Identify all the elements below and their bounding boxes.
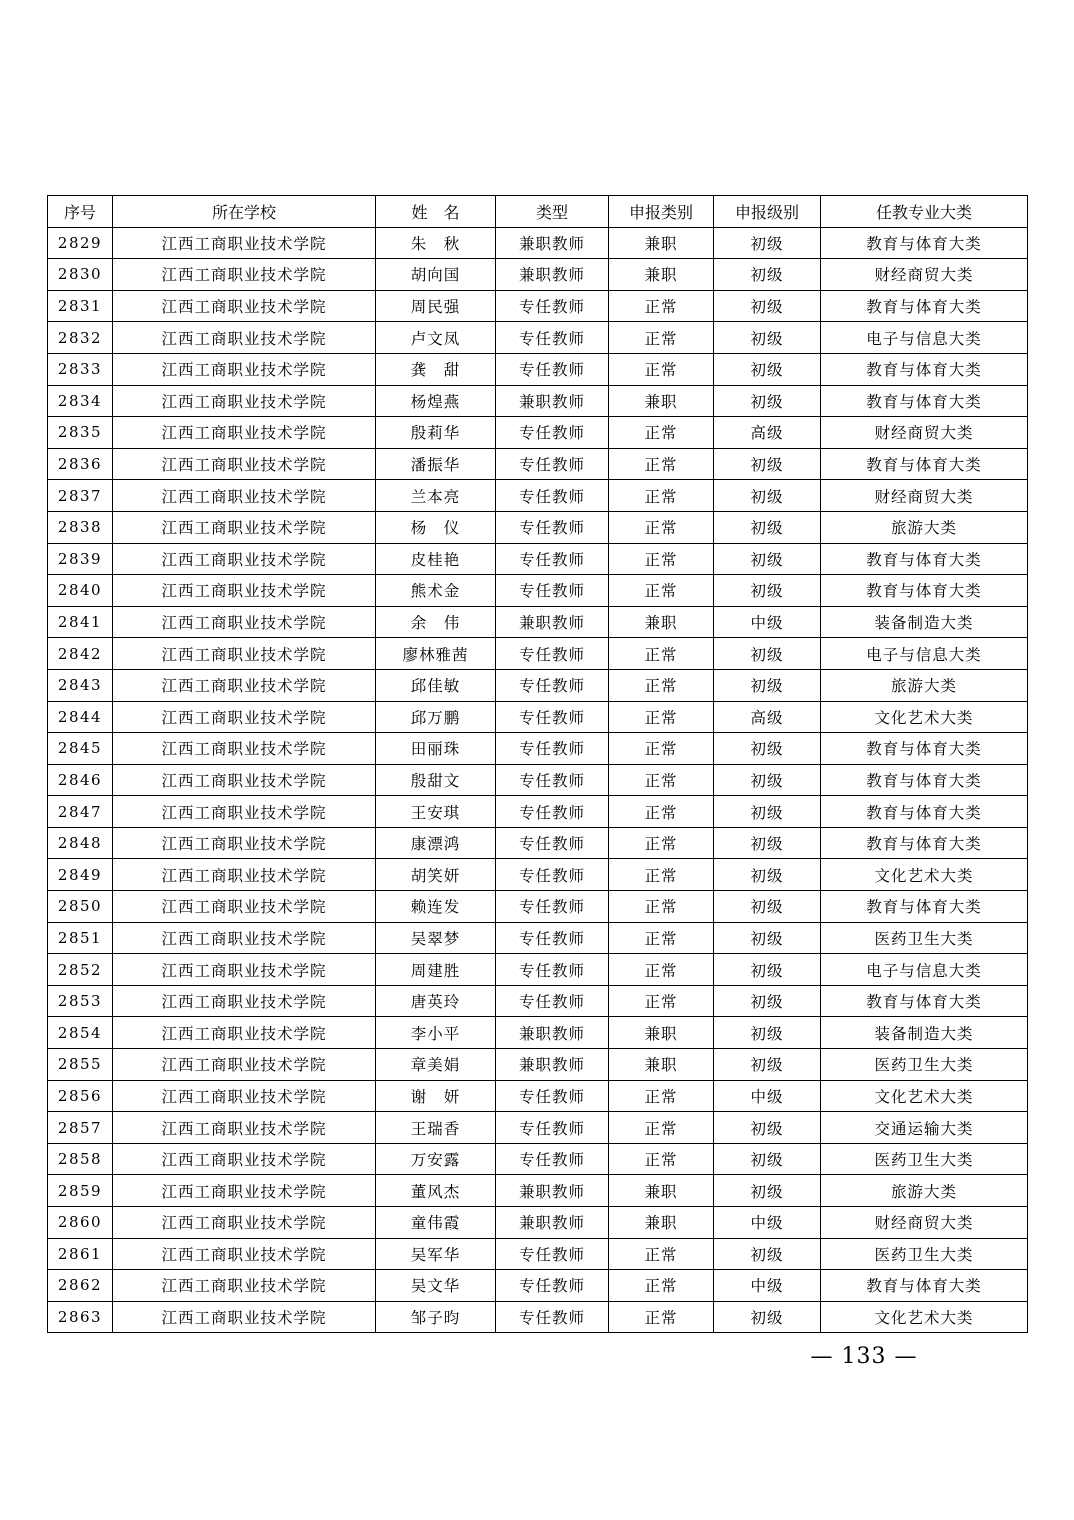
header-school: 所在学校	[113, 196, 376, 228]
application-category-cell: 正常	[609, 859, 714, 891]
application-category-cell: 正常	[609, 417, 714, 449]
table-row	[48, 543, 1028, 575]
teacher-type-cell: 专任教师	[496, 448, 609, 480]
school-cell: 江西工商职业技术学院	[113, 733, 376, 765]
application-level-cell: 初级	[714, 322, 821, 354]
application-category-cell: 正常	[609, 891, 714, 923]
school-cell: 江西工商职业技术学院	[113, 1017, 376, 1049]
school-cell: 江西工商职业技术学院	[113, 669, 376, 701]
serial-number-cell: 2862	[48, 1270, 113, 1302]
serial-number-cell: 2833	[48, 353, 113, 385]
application-level-cell: 初级	[714, 954, 821, 986]
teacher-type-cell: 专任教师	[496, 891, 609, 923]
table-row	[48, 1301, 1028, 1333]
name-cell: 卢文凤	[376, 322, 496, 354]
major-category-cell: 教育与体育大类	[821, 448, 1028, 480]
table-row	[48, 259, 1028, 291]
table-row	[48, 290, 1028, 322]
application-category-cell: 兼职	[609, 1175, 714, 1207]
name-cell: 廖林雅茜	[376, 638, 496, 670]
teacher-type-cell: 专任教师	[496, 353, 609, 385]
serial-number-cell: 2844	[48, 701, 113, 733]
application-level-cell: 初级	[714, 480, 821, 512]
application-category-cell: 正常	[609, 353, 714, 385]
teacher-type-cell: 专任教师	[496, 669, 609, 701]
application-category-cell: 正常	[609, 985, 714, 1017]
major-category-cell: 电子与信息大类	[821, 638, 1028, 670]
application-category-cell: 正常	[609, 1270, 714, 1302]
serial-number-cell: 2854	[48, 1017, 113, 1049]
major-category-cell: 电子与信息大类	[821, 954, 1028, 986]
name-cell: 龚 甜	[376, 353, 496, 385]
school-cell: 江西工商职业技术学院	[113, 638, 376, 670]
school-cell: 江西工商职业技术学院	[113, 290, 376, 322]
table-row	[48, 606, 1028, 638]
serial-number-cell: 2850	[48, 891, 113, 923]
application-category-cell: 正常	[609, 511, 714, 543]
major-category-cell: 旅游大类	[821, 511, 1028, 543]
teacher-type-cell: 专任教师	[496, 480, 609, 512]
name-cell: 康漂鸿	[376, 827, 496, 859]
school-cell: 江西工商职业技术学院	[113, 827, 376, 859]
major-category-cell: 医药卫生大类	[821, 1143, 1028, 1175]
header-application-level: 申报级别	[714, 196, 821, 228]
application-category-cell: 兼职	[609, 1207, 714, 1239]
teacher-type-cell: 专任教师	[496, 1112, 609, 1144]
teacher-type-cell: 兼职教师	[496, 259, 609, 291]
major-category-cell: 财经商贸大类	[821, 259, 1028, 291]
major-category-cell: 教育与体育大类	[821, 733, 1028, 765]
major-category-cell: 教育与体育大类	[821, 385, 1028, 417]
name-cell: 王瑞香	[376, 1112, 496, 1144]
application-category-cell: 兼职	[609, 385, 714, 417]
application-category-cell: 正常	[609, 827, 714, 859]
application-level-cell: 初级	[714, 385, 821, 417]
table-row	[48, 922, 1028, 954]
application-category-cell: 兼职	[609, 1017, 714, 1049]
table-row	[48, 1270, 1028, 1302]
school-cell: 江西工商职业技术学院	[113, 480, 376, 512]
major-category-cell: 教育与体育大类	[821, 543, 1028, 575]
serial-number-cell: 2837	[48, 480, 113, 512]
school-cell: 江西工商职业技术学院	[113, 701, 376, 733]
application-level-cell: 初级	[714, 575, 821, 607]
name-cell: 杨 仪	[376, 511, 496, 543]
serial-number-cell: 2830	[48, 259, 113, 291]
teacher-type-cell: 兼职教师	[496, 1017, 609, 1049]
major-category-cell: 教育与体育大类	[821, 353, 1028, 385]
serial-number-cell: 2858	[48, 1143, 113, 1175]
major-category-cell: 电子与信息大类	[821, 322, 1028, 354]
table-row	[48, 1238, 1028, 1270]
serial-number-cell: 2832	[48, 322, 113, 354]
application-category-cell: 兼职	[609, 1049, 714, 1081]
serial-number-cell: 2860	[48, 1207, 113, 1239]
application-category-cell: 正常	[609, 480, 714, 512]
table-row	[48, 733, 1028, 765]
school-cell: 江西工商职业技术学院	[113, 1175, 376, 1207]
serial-number-cell: 2847	[48, 796, 113, 828]
name-cell: 熊术金	[376, 575, 496, 607]
application-level-cell: 初级	[714, 227, 821, 259]
serial-number-cell: 2856	[48, 1080, 113, 1112]
name-cell: 吴军华	[376, 1238, 496, 1270]
major-category-cell: 医药卫生大类	[821, 1049, 1028, 1081]
name-cell: 朱 秋	[376, 227, 496, 259]
school-cell: 江西工商职业技术学院	[113, 985, 376, 1017]
teacher-type-cell: 兼职教师	[496, 1207, 609, 1239]
major-category-cell: 文化艺术大类	[821, 701, 1028, 733]
serial-number-cell: 2857	[48, 1112, 113, 1144]
table-row	[48, 385, 1028, 417]
teacher-type-cell: 专任教师	[496, 701, 609, 733]
school-cell: 江西工商职业技术学院	[113, 859, 376, 891]
table-row	[48, 417, 1028, 449]
name-cell: 胡笑妍	[376, 859, 496, 891]
application-level-cell: 初级	[714, 733, 821, 765]
application-category-cell: 兼职	[609, 606, 714, 638]
table-row	[48, 448, 1028, 480]
table-row	[48, 1143, 1028, 1175]
table-row	[48, 891, 1028, 923]
application-level-cell: 初级	[714, 543, 821, 575]
school-cell: 江西工商职业技术学院	[113, 764, 376, 796]
name-cell: 邱万鹏	[376, 701, 496, 733]
school-cell: 江西工商职业技术学院	[113, 1112, 376, 1144]
serial-number-cell: 2829	[48, 227, 113, 259]
name-cell: 殷莉华	[376, 417, 496, 449]
serial-number-cell: 2846	[48, 764, 113, 796]
teacher-type-cell: 兼职教师	[496, 606, 609, 638]
application-level-cell: 初级	[714, 827, 821, 859]
name-cell: 邱佳敏	[376, 669, 496, 701]
teacher-type-cell: 专任教师	[496, 322, 609, 354]
table-row	[48, 827, 1028, 859]
application-category-cell: 正常	[609, 1143, 714, 1175]
school-cell: 江西工商职业技术学院	[113, 543, 376, 575]
application-category-cell: 正常	[609, 448, 714, 480]
application-category-cell: 正常	[609, 796, 714, 828]
school-cell: 江西工商职业技术学院	[113, 606, 376, 638]
application-level-cell: 中级	[714, 606, 821, 638]
application-category-cell: 正常	[609, 733, 714, 765]
teacher-type-cell: 兼职教师	[496, 1049, 609, 1081]
teacher-type-cell: 专任教师	[496, 290, 609, 322]
major-category-cell: 旅游大类	[821, 1175, 1028, 1207]
name-cell: 章美娟	[376, 1049, 496, 1081]
table-row	[48, 353, 1028, 385]
serial-number-cell: 2855	[48, 1049, 113, 1081]
application-level-cell: 初级	[714, 290, 821, 322]
application-level-cell: 初级	[714, 1017, 821, 1049]
serial-number-cell: 2839	[48, 543, 113, 575]
teacher-type-cell: 专任教师	[496, 764, 609, 796]
application-category-cell: 正常	[609, 543, 714, 575]
serial-number-cell: 2853	[48, 985, 113, 1017]
teacher-type-cell: 专任教师	[496, 733, 609, 765]
teacher-type-cell: 兼职教师	[496, 227, 609, 259]
application-level-cell: 初级	[714, 669, 821, 701]
header-teacher-type: 类型	[496, 196, 609, 228]
school-cell: 江西工商职业技术学院	[113, 1049, 376, 1081]
table-row	[48, 701, 1028, 733]
name-cell: 谢 妍	[376, 1080, 496, 1112]
table-row	[48, 1112, 1028, 1144]
teacher-type-cell: 专任教师	[496, 575, 609, 607]
school-cell: 江西工商职业技术学院	[113, 1080, 376, 1112]
table-header-row	[48, 196, 1028, 228]
school-cell: 江西工商职业技术学院	[113, 891, 376, 923]
school-cell: 江西工商职业技术学院	[113, 322, 376, 354]
application-category-cell: 兼职	[609, 227, 714, 259]
major-category-cell: 教育与体育大类	[821, 764, 1028, 796]
major-category-cell: 教育与体育大类	[821, 796, 1028, 828]
name-cell: 兰本亮	[376, 480, 496, 512]
table-row	[48, 1049, 1028, 1081]
serial-number-cell: 2863	[48, 1301, 113, 1333]
teacher-type-cell: 专任教师	[496, 827, 609, 859]
name-cell: 周建胜	[376, 954, 496, 986]
application-category-cell: 正常	[609, 701, 714, 733]
application-category-cell: 正常	[609, 1080, 714, 1112]
table-row	[48, 638, 1028, 670]
table-row	[48, 796, 1028, 828]
page-number: — 133 —	[810, 1344, 918, 1369]
teacher-type-cell: 专任教师	[496, 511, 609, 543]
school-cell: 江西工商职业技术学院	[113, 1270, 376, 1302]
serial-number-cell: 2835	[48, 417, 113, 449]
school-cell: 江西工商职业技术学院	[113, 417, 376, 449]
serial-number-cell: 2843	[48, 669, 113, 701]
header-application-category: 申报类别	[609, 196, 714, 228]
application-category-cell: 正常	[609, 290, 714, 322]
school-cell: 江西工商职业技术学院	[113, 511, 376, 543]
major-category-cell: 医药卫生大类	[821, 1238, 1028, 1270]
teacher-type-cell: 专任教师	[496, 543, 609, 575]
header-name: 姓 名	[376, 196, 496, 228]
school-cell: 江西工商职业技术学院	[113, 259, 376, 291]
application-level-cell: 初级	[714, 985, 821, 1017]
header-serial-number: 序号	[48, 196, 113, 228]
major-category-cell: 旅游大类	[821, 669, 1028, 701]
application-level-cell: 初级	[714, 1143, 821, 1175]
serial-number-cell: 2838	[48, 511, 113, 543]
major-category-cell: 教育与体育大类	[821, 891, 1028, 923]
application-category-cell: 正常	[609, 1112, 714, 1144]
name-cell: 周民强	[376, 290, 496, 322]
serial-number-cell: 2836	[48, 448, 113, 480]
name-cell: 赖连发	[376, 891, 496, 923]
application-category-cell: 正常	[609, 922, 714, 954]
table-row	[48, 1175, 1028, 1207]
application-level-cell: 初级	[714, 1049, 821, 1081]
major-category-cell: 文化艺术大类	[821, 1080, 1028, 1112]
application-level-cell: 高级	[714, 417, 821, 449]
teacher-type-cell: 专任教师	[496, 1238, 609, 1270]
serial-number-cell: 2841	[48, 606, 113, 638]
teacher-type-cell: 专任教师	[496, 954, 609, 986]
table-row	[48, 954, 1028, 986]
application-level-cell: 初级	[714, 1112, 821, 1144]
table-row	[48, 1017, 1028, 1049]
major-category-cell: 财经商贸大类	[821, 480, 1028, 512]
serial-number-cell: 2851	[48, 922, 113, 954]
major-category-cell: 教育与体育大类	[821, 1270, 1028, 1302]
teacher-type-cell: 兼职教师	[496, 385, 609, 417]
name-cell: 杨煌燕	[376, 385, 496, 417]
application-level-cell: 初级	[714, 259, 821, 291]
name-cell: 余 伟	[376, 606, 496, 638]
serial-number-cell: 2842	[48, 638, 113, 670]
school-cell: 江西工商职业技术学院	[113, 227, 376, 259]
table-row	[48, 764, 1028, 796]
school-cell: 江西工商职业技术学院	[113, 1238, 376, 1270]
table-row	[48, 575, 1028, 607]
name-cell: 邹子昀	[376, 1301, 496, 1333]
application-category-cell: 正常	[609, 638, 714, 670]
application-category-cell: 兼职	[609, 259, 714, 291]
school-cell: 江西工商职业技术学院	[113, 385, 376, 417]
major-category-cell: 医药卫生大类	[821, 922, 1028, 954]
serial-number-cell: 2849	[48, 859, 113, 891]
application-level-cell: 初级	[714, 922, 821, 954]
application-level-cell: 中级	[714, 1207, 821, 1239]
major-category-cell: 交通运输大类	[821, 1112, 1028, 1144]
name-cell: 万安露	[376, 1143, 496, 1175]
school-cell: 江西工商职业技术学院	[113, 1143, 376, 1175]
name-cell: 王安琪	[376, 796, 496, 828]
serial-number-cell: 2848	[48, 827, 113, 859]
application-level-cell: 初级	[714, 764, 821, 796]
table-row	[48, 1080, 1028, 1112]
teacher-type-cell: 专任教师	[496, 922, 609, 954]
table-row	[48, 985, 1028, 1017]
school-cell: 江西工商职业技术学院	[113, 922, 376, 954]
teacher-type-cell: 专任教师	[496, 638, 609, 670]
application-level-cell: 初级	[714, 891, 821, 923]
application-category-cell: 正常	[609, 1238, 714, 1270]
application-level-cell: 初级	[714, 1301, 821, 1333]
table-row	[48, 669, 1028, 701]
name-cell: 唐英玲	[376, 985, 496, 1017]
name-cell: 胡向国	[376, 259, 496, 291]
name-cell: 童伟霞	[376, 1207, 496, 1239]
application-category-cell: 正常	[609, 322, 714, 354]
application-level-cell: 初级	[714, 638, 821, 670]
name-cell: 潘振华	[376, 448, 496, 480]
serial-number-cell: 2852	[48, 954, 113, 986]
application-level-cell: 初级	[714, 796, 821, 828]
major-category-cell: 装备制造大类	[821, 606, 1028, 638]
header-major-category: 任教专业大类	[821, 196, 1028, 228]
teacher-type-cell: 专任教师	[496, 417, 609, 449]
application-category-cell: 正常	[609, 575, 714, 607]
table-row	[48, 859, 1028, 891]
major-category-cell: 财经商贸大类	[821, 417, 1028, 449]
school-cell: 江西工商职业技术学院	[113, 575, 376, 607]
teacher-list-table	[47, 195, 1028, 1333]
application-level-cell: 中级	[714, 1270, 821, 1302]
table-body	[48, 227, 1028, 1333]
application-level-cell: 高级	[714, 701, 821, 733]
table-row	[48, 511, 1028, 543]
table-row	[48, 480, 1028, 512]
major-category-cell: 教育与体育大类	[821, 227, 1028, 259]
teacher-type-cell: 专任教师	[496, 985, 609, 1017]
major-category-cell: 教育与体育大类	[821, 290, 1028, 322]
table-row	[48, 1207, 1028, 1239]
name-cell: 田丽珠	[376, 733, 496, 765]
major-category-cell: 教育与体育大类	[821, 985, 1028, 1017]
school-cell: 江西工商职业技术学院	[113, 1207, 376, 1239]
major-category-cell: 文化艺术大类	[821, 1301, 1028, 1333]
school-cell: 江西工商职业技术学院	[113, 1301, 376, 1333]
application-category-cell: 正常	[609, 954, 714, 986]
teacher-type-cell: 专任教师	[496, 859, 609, 891]
teacher-type-cell: 专任教师	[496, 1143, 609, 1175]
major-category-cell: 文化艺术大类	[821, 859, 1028, 891]
name-cell: 董风杰	[376, 1175, 496, 1207]
application-level-cell: 初级	[714, 353, 821, 385]
teacher-type-cell: 兼职教师	[496, 1175, 609, 1207]
serial-number-cell: 2861	[48, 1238, 113, 1270]
serial-number-cell: 2845	[48, 733, 113, 765]
application-level-cell: 初级	[714, 511, 821, 543]
application-category-cell: 正常	[609, 1301, 714, 1333]
name-cell: 殷甜文	[376, 764, 496, 796]
school-cell: 江西工商职业技术学院	[113, 448, 376, 480]
application-level-cell: 中级	[714, 1080, 821, 1112]
serial-number-cell: 2831	[48, 290, 113, 322]
name-cell: 皮桂艳	[376, 543, 496, 575]
major-category-cell: 装备制造大类	[821, 1017, 1028, 1049]
major-category-cell: 教育与体育大类	[821, 827, 1028, 859]
name-cell: 吴翠梦	[376, 922, 496, 954]
serial-number-cell: 2859	[48, 1175, 113, 1207]
table-row	[48, 227, 1028, 259]
school-cell: 江西工商职业技术学院	[113, 796, 376, 828]
teacher-type-cell: 专任教师	[496, 1301, 609, 1333]
application-category-cell: 正常	[609, 669, 714, 701]
teacher-type-cell: 专任教师	[496, 1270, 609, 1302]
application-category-cell: 正常	[609, 764, 714, 796]
application-level-cell: 初级	[714, 1238, 821, 1270]
teacher-type-cell: 专任教师	[496, 1080, 609, 1112]
name-cell: 吴文华	[376, 1270, 496, 1302]
serial-number-cell: 2834	[48, 385, 113, 417]
school-cell: 江西工商职业技术学院	[113, 353, 376, 385]
teacher-type-cell: 专任教师	[496, 796, 609, 828]
application-level-cell: 初级	[714, 859, 821, 891]
name-cell: 李小平	[376, 1017, 496, 1049]
major-category-cell: 教育与体育大类	[821, 575, 1028, 607]
table-row	[48, 322, 1028, 354]
application-level-cell: 初级	[714, 448, 821, 480]
major-category-cell: 财经商贸大类	[821, 1207, 1028, 1239]
application-level-cell: 初级	[714, 1175, 821, 1207]
school-cell: 江西工商职业技术学院	[113, 954, 376, 986]
serial-number-cell: 2840	[48, 575, 113, 607]
